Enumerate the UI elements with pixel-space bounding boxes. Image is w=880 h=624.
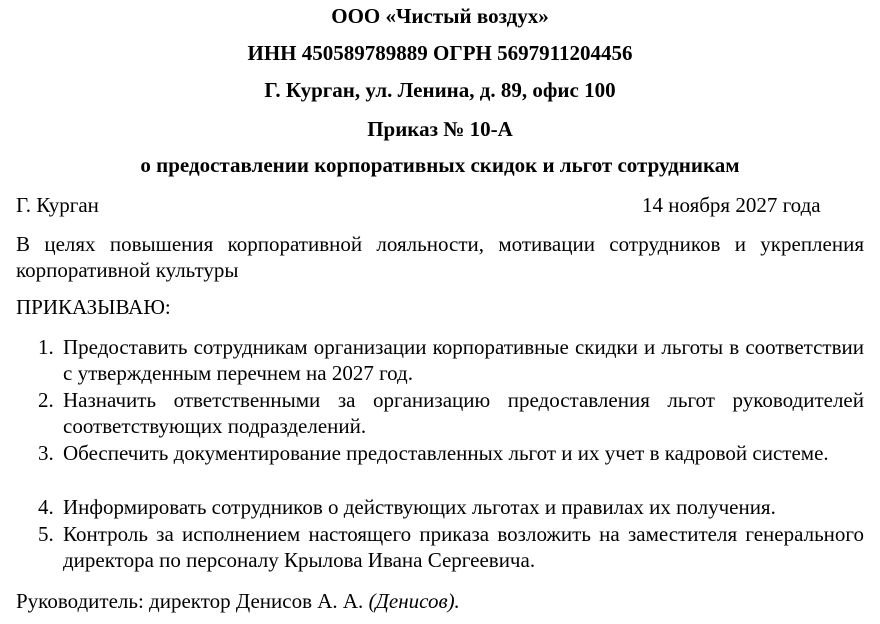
list-item-text: Контроль за исполнением настоящего приказа возложить на заместителя генерального директора по персоналу Крылова Ивана Сергеевича. bbox=[63, 522, 864, 572]
order-word: ПРИКАЗЫВАЮ: bbox=[16, 295, 171, 319]
list-item bbox=[38, 440, 864, 466]
company-address: Г. Курган, ул. Ленина, д. 89, офис 100 bbox=[264, 78, 616, 102]
list-item-number: 5. bbox=[38, 522, 54, 546]
list-item-text: Информировать сотрудников о действующих льготах и правилах их получения. bbox=[63, 495, 776, 519]
order-subject: о предоставлении корпоративных скидок и льгот сотрудникам bbox=[140, 153, 740, 177]
list-item bbox=[38, 387, 864, 439]
signature-line bbox=[16, 588, 460, 614]
order-city: Г. Курган bbox=[16, 193, 99, 217]
list-item-number: 1. bbox=[38, 335, 54, 359]
company-name: ООО «Чистый воздух» bbox=[331, 4, 549, 28]
list-item-number: 4. bbox=[38, 495, 54, 519]
list-item bbox=[38, 334, 864, 386]
list-item-number: 2. bbox=[38, 388, 54, 412]
order-title: Приказ № 10-А bbox=[367, 117, 513, 141]
list-item-text: Предоставить сотрудникам организации корпоративные скидки и льготы в соответствии с утвержденным перечнем на 2027 год. bbox=[63, 335, 864, 385]
list-item-text: Назначить ответственными за организацию предоставления льгот руководителей соответствующих подразделений. bbox=[63, 388, 864, 438]
list-item-text: Обеспечить документирование предоставленных льгот и их учет в кадровой системе. bbox=[63, 441, 829, 465]
company-ids: ИНН 450589789889 ОГРН 5697911204456 bbox=[247, 41, 633, 65]
preamble: В целях повышения корпоративной лояльности, мотивации сотрудников и укрепления корпоративной культуры bbox=[16, 232, 864, 282]
signature-name: (Денисов). bbox=[368, 589, 460, 613]
order-date: 14 ноября 2027 года bbox=[642, 193, 821, 217]
signature-text: Руководитель: директор Денисов А. А. bbox=[16, 589, 369, 613]
list-item-number: 3. bbox=[38, 441, 54, 465]
list-item bbox=[38, 521, 864, 573]
list-item bbox=[38, 494, 864, 520]
